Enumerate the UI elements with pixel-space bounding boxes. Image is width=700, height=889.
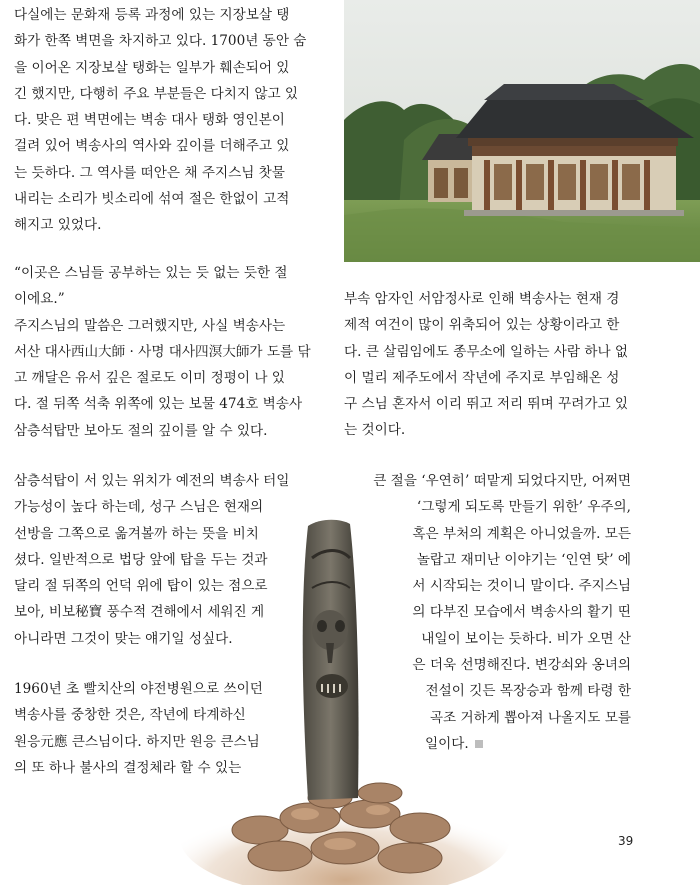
text-line: 보아, 비보秘寶 풍수적 견해에서 세워진 게 [14,604,265,621]
text-line: 서 시작되는 것이니 말이다. 주지스님 [412,578,631,595]
right-middle-paragraph [344,286,628,444]
text-line: 큰 절을 ‘우연히’ 떠맡게 되었다지만, 어쩌면 [373,473,631,489]
text-line: 아니라면 그것이 맞는 얘기일 성싶다. [14,630,233,647]
text-line: 선방을 그쪽으로 옮겨볼까 하는 뜻을 비치 [14,525,259,542]
text-line: 서산 대사西山大師 · 사명 대사四溟大師가 도를 닦 [14,343,311,360]
text-line: 셨다. 일반적으로 법당 앞에 탑을 두는 것과 [14,551,268,568]
text-line-last [355,731,631,757]
text-line: 원응元應 큰스님이다. 하지만 원응 큰스님 [14,733,260,750]
text-line: 는 것이다. [344,422,406,439]
text-line: 다. 맞은 편 벽면에는 벽송 대사 탱화 영인본이 [14,112,285,129]
text-line: 내일이 보이는 듯하다. 비가 오면 산 [421,630,631,647]
text-line: 벽송사를 중창한 것은, 작년에 타계하신 [14,707,246,724]
text-line: 을 이어온 지장보살 탱화는 일부가 훼손되어 있 [14,59,290,76]
text-line: 는 듯하다. 그 역사를 떠안은 채 주지스님 찻물 [14,164,285,181]
text-line: 주지스님의 말씀은 그러했지만, 사실 벽송사는 [14,317,286,334]
text-line: 놀랍고 재미난 이야기는 ‘인연 탓’ 에 [416,551,631,568]
top-left-paragraph [14,2,306,239]
text-line: 은 더욱 선명해진다. 변강쇠와 옹녀의 [412,657,631,674]
text-line: “이곳은 스님들 공부하는 있는 듯 없는 듯한 절 [14,265,288,281]
temple-photo [344,0,700,262]
bottom-left-paragraph-1 [14,468,289,652]
text-line: 다. 큰 살림임에도 종무소에 일하는 사람 하나 없 [344,343,629,360]
bottom-left-paragraph-2 [14,676,263,781]
text-line: 1960년 초 빨치산의 야전병원으로 쓰이던 [14,681,263,697]
text-line: 달리 절 뒤쪽의 언덕 위에 탑이 있는 점으로 [14,578,268,595]
final-text: 일이다. [425,735,469,752]
end-mark-square-icon [475,740,483,748]
text-line: 해지고 있었다. [14,217,102,234]
text-line: 구 스님 혼자서 이리 뛰고 저리 뛰며 꾸려가고 있 [344,396,629,413]
text-line: 화가 한쪽 벽면을 차지하고 있다. 1700년 동안 숨 [14,33,307,50]
text-line: 이에요.” [14,291,65,308]
text-line: 삼층석탑이 서 있는 위치가 예전의 벽송사 터일 [14,473,290,489]
temple-photo-illustration [344,0,700,262]
text-line: 다실에는 문화재 등록 과정에 있는 지장보살 탱 [14,7,290,23]
text-line: 긴 했지만, 다행히 주요 부분들은 다치지 않고 있 [14,85,299,102]
text-line: 삼층석탑만 보아도 절의 깊이를 알 수 있다. [14,422,268,439]
text-line: ‘그렇게 되도록 만들기 위한’ 우주의, [416,499,631,516]
quote-paragraph [14,260,311,444]
text-line: 의 다부진 모습에서 벽송사의 활기 띤 [412,604,631,621]
bottom-right-paragraph [355,468,631,757]
text-line: 전설이 깃든 목장승과 함께 타령 한 [425,683,631,700]
text-line: 곡조 거하게 뽑아져 나올지도 모를 [429,709,631,726]
text-line: 부속 암자인 서암정사로 인해 벽송사는 현재 경 [344,291,620,307]
text-line: 내리는 소리가 빗소리에 섞여 절은 한없이 고적 [14,191,290,208]
text-line: 이 멀리 제주도에서 작년에 주지로 부임해온 성 [344,369,620,386]
text-line: 다. 절 뒤쪽 석축 위쪽에 있는 보물 474호 벽송사 [14,396,303,413]
text-line: 의 또 하나 불사의 결정체라 할 수 있는 [14,759,242,776]
text-line: 걸려 있어 벽송사의 역사와 깊이를 더해주고 있 [14,138,290,155]
page-number: 39 [618,834,634,848]
text-line: 고 깨달은 유서 깊은 절로도 이미 정평이 나 있 [14,370,285,387]
text-line: 혹은 부처의 계획은 아니었을까. 모든 [412,525,631,542]
text-line: 가능성이 높다 하는데, 성구 스님은 현재의 [14,499,264,516]
text-line: 제적 여건이 많이 위축되어 있는 상황이라고 한 [344,317,620,334]
